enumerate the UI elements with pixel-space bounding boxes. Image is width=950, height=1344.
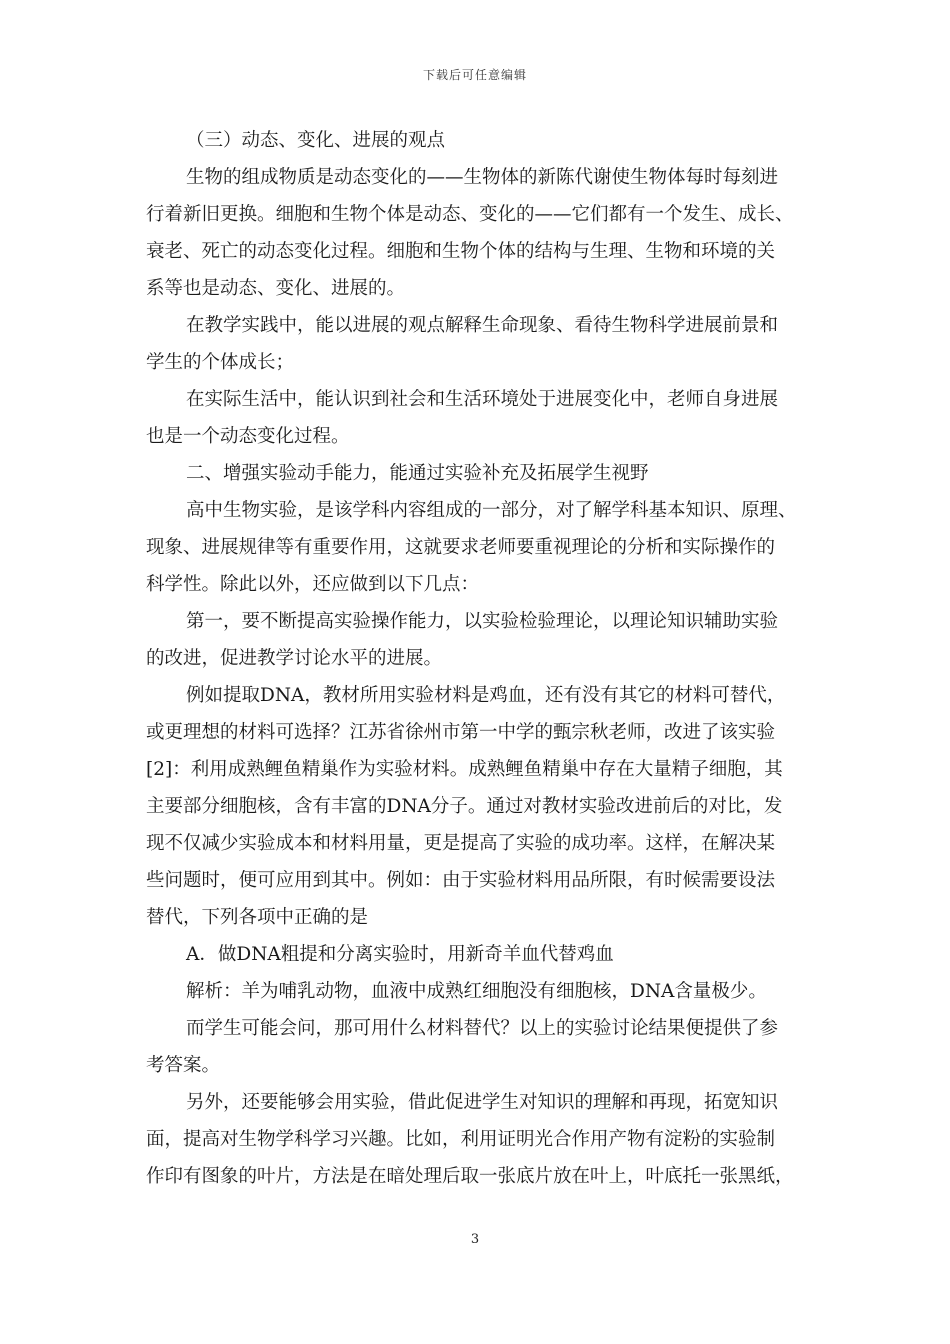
text-line: 学生的个体成长； — [146, 352, 295, 373]
text-line: 第一，要不断提高实验操作能力，以实验检验理论，以理论知识辅助实验 — [186, 611, 779, 632]
text-line: 系等也是动态、变化、进展的。 — [146, 278, 406, 299]
text-line: 考答案。 — [146, 1055, 221, 1076]
text-line: 作印有图象的叶片，方法是在暗处理后取一张底片放在叶上，叶底托一张黑纸， — [146, 1166, 794, 1187]
text-line: 些问题时，便可应用到其中。例如：由于实验材料用品所限，有时候需要设法 — [146, 870, 776, 891]
text-line: 面，提高对生物学科学习兴趣。比如，利用证明光合作用产物有淀粉的实验制 — [146, 1129, 776, 1150]
text-line: A．做DNA粗提和分离实验时，用新奇羊血代替鸡血 — [186, 944, 614, 965]
document-body — [146, 122, 818, 1195]
text-line: 或更理想的材料可选择？江苏省徐州市第一中学的甄宗秋老师，改进了该实验 — [146, 722, 776, 743]
text-line: 二、增强实验动手能力，能通过实验补充及拓展学生视野 — [186, 463, 649, 484]
text-line: 解析：羊为哺乳动物，血液中成熟红细胞没有细胞核，DNA含量极少。 — [186, 981, 767, 1002]
text-line: 高中生物实验，是该学科内容组成的一部分，对了解学科基本知识、原理、 — [186, 500, 797, 521]
text-line: 的改进，促进教学讨论水平的进展。 — [146, 648, 443, 669]
text-line: [2]：利用成熟鲤鱼精巢作为实验材料。成熟鲤鱼精巢中存在大量精子细胞，其 — [146, 759, 783, 780]
text-line: 现不仅减少实验成本和材料用量，更是提高了实验的成功率。这样，在解决某 — [146, 833, 776, 854]
page-number: 3 — [470, 1232, 480, 1247]
text-line: 在教学实践中，能以进展的观点解释生命现象、看待生物科学进展前景和 — [186, 315, 779, 336]
text-line: 例如提取DNA，教材所用实验材料是鸡血，还有没有其它的材料可替代， — [186, 685, 786, 706]
text-line: 科学性。除此以外，还应做到以下几点： — [146, 574, 480, 595]
text-line: 在实际生活中，能认识到社会和生活环境处于进展变化中，老师自身进展 — [186, 389, 779, 410]
text-line: 现象、进展规律等有重要作用，这就要求老师要重视理论的分析和实际操作的 — [146, 537, 776, 558]
page-header: 下载后可任意编辑 — [422, 68, 527, 82]
text-line: 另外，还要能够会用实验，借此促进学生对知识的理解和再现，拓宽知识 — [186, 1092, 779, 1113]
text-line: 主要部分细胞核，含有丰富的DNA分子。通过对教材实验改进前后的对比，发 — [146, 796, 783, 817]
text-line: 生物的组成物质是动态变化的——生物体的新陈代谢使生物体每时每刻进 — [186, 167, 779, 188]
text-line: 而学生可能会问，那可用什么材料替代？以上的实验讨论结果便提供了参 — [186, 1018, 779, 1039]
text-line: 行着新旧更换。细胞和生物个体是动态、变化的——它们都有一个发生、成长、 — [146, 204, 794, 225]
text-line: （三）动态、变化、进展的观点 — [186, 130, 446, 151]
text-line: 衰老、死亡的动态变化过程。细胞和生物个体的结构与生理、生物和环境的关 — [146, 241, 776, 262]
text-line: 也是一个动态变化过程。 — [146, 426, 350, 447]
text-line: 替代，下列各项中正确的是 — [146, 907, 369, 928]
